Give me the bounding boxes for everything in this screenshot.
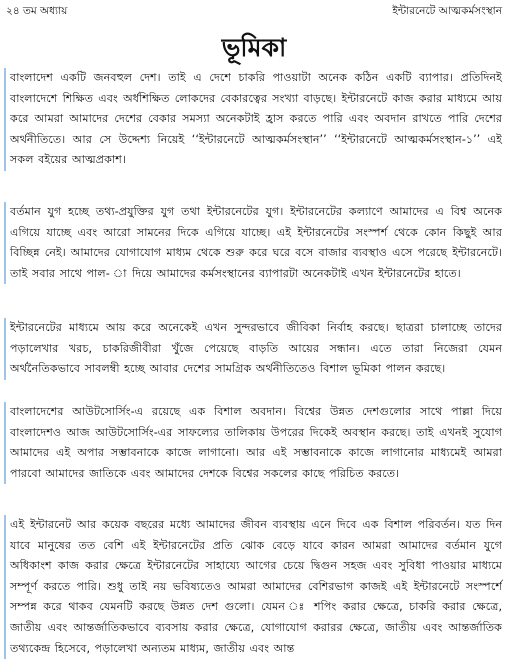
paragraph-2 <box>4 202 504 284</box>
paragraph-text: এই ইন্টারনেট আর কয়েক বছরের মধ্যে আমাদের জীবন ব্যবস্থায় এনে দিবে এক বিশাল পরিবর্তন। যত দিন যাবে মানুষের তত বেশি এই ইন্টারনেটের প্রতি ঝোক বেড়ে যাবে কারন আমরা আমাদের বর্তমান যুগে অধিকাংশ কাজ করার ক্ষেত্রে ইন্টারনেটের সাহায্যে আগের চেয়ে দ্বিগুন সহজ এবং সুবিধা পাওয়ার মাধ্যমে সম্পূর্ণ করতে পারি। শুধু তাই নয় ভবিষ্যতেও আমরা আমাদের বেশিরভাগ কাজই এই ইন্টারনেটে সংস্পর্শে সম্পন্ন করে থাকব যেমনটি করছে উন্নত দেশ গুলো। যেমন ঃ শপিং করার ক্ষেত্রে, চাকরি করার ক্ষেত্রে, জাতীয় এবং আন্তর্জাতিকভাবে ব্যবসায় করার ক্ষেত্রে, যোগাযোগ করারর ক্ষেত্রে, জাতীয় এবং আন্তর্জাতিক তথ্যকেন্দ্র হিসেবে, পড়ালেখা অন্যতম মাধ্যম, জাতীয় এবং আন্ত <box>10 518 502 655</box>
paragraph-text: বাংলাদেশ একটি জনবহুল দেশ। তাই এ দেশে চাকরি পাওয়াটা অনেক কঠিন একটি ব্যাপার। প্রতিদিনই বাংলাদেশে শিক্ষিত এবং অর্ধশিক্ষিত লোকদের বেকারত্বের সংখ্যা বাড়ছে। ইন্টারনেটে কাজ করার মাধ্যমে আয় করে আমরা আমাদের দেশের বেকার সমস্যা অনেকটাই হ্রাস করতে পারি এবং অবদান রাখতে পারি দেশের অর্থনীতিতে। আর সে উদ্দেশ্য নিয়েই ‘‘ইন্টারনেটে আত্মকর্মসংস্থান’’ ‘‘ইন্টারনেটে আত্মকর্মসংস্থান-১’’ এই সকল বইয়ের আত্মপ্রকাশ। <box>10 71 502 167</box>
paragraph-3 <box>4 318 504 380</box>
page-title: ভূমিকা <box>221 33 287 62</box>
paragraph-1 <box>4 68 504 171</box>
paragraph-5 <box>4 515 504 659</box>
paragraph-text: বর্তমান যুগ হচ্ছে তথ্য-প্রযুক্তির যুগ তথা ইন্টারনেটের যুগ। ইন্টারনেটের কল্যাণে আমাদের এ বিশ্ব অনেক এগিয়ে যাচ্ছে এবং আরো সামনের দিকে এগিয়ে যাচ্ছে। এই ইন্টারনেটের সংস্পর্শ থেকে কোন কিছুই আর বিচ্ছিন্ন নেই। আমাদের যোগাযোগ মাধ্যম থেকে শুরু করে ঘরে বসে বাজার ব্যবস্থাও এসে পরেছে ইন্টারনেটে। তাই সবার সাথে পাল- া দিয়ে আমাদের কর্মসংস্থানের ব্যাপারটা অনেকটাই এখন ইন্টারনেটের হাতে। <box>10 205 502 280</box>
paragraph-4 <box>4 402 504 484</box>
book-title: ইন্টারনেটে আত্মকর্মসংস্থান <box>392 5 502 17</box>
chapter-number: ২৪ তম অধ্যায় <box>6 5 68 17</box>
paragraph-text: বাংলাদেশের আউটসোর্সিং-এ রয়েছে এক বিশাল অবদান। বিশ্বের উন্নত দেশগুলোর সাথে পাল্লা দিয়ে বাংলাদেশও আজ আউটসোর্সিং-এর সাফল্যের তালিকায় উপরের দিকেই অবস্থান করছে। তাই এখনই সুযোগ আমাদের এই অপার সম্ভাবনাকে কাজে লাগানো। আর এই সম্ভাবনাকে কাজে লাগানোর মাধ্যমেই আমরা পারবো আমাদের জাতিকে এবং আমাদের দেশকে বিশ্বের সকলের কাছে পরিচিত করতে। <box>10 405 502 480</box>
running-header <box>6 4 502 20</box>
paragraph-text: ইন্টারনেটের মাধ্যমে আয় করে অনেকেই এখন সুন্দরভাবে জীবিকা নির্বাহ করছে। ছাত্ররা চালাচ্ছে তাদের পড়ালেখার খরচ, চাকরিজীবীরা খুঁজে পেয়েছে বাড়তি আয়ের সন্ধান। এতে তারা নিজেরা যেমন অর্থনৈতিকভাবে সাবলম্বী হচ্ছে আবার দেশের সামগ্রিক অর্থনীতিতেও বিশাল ভূমিকা পালন করছে। <box>10 321 502 376</box>
